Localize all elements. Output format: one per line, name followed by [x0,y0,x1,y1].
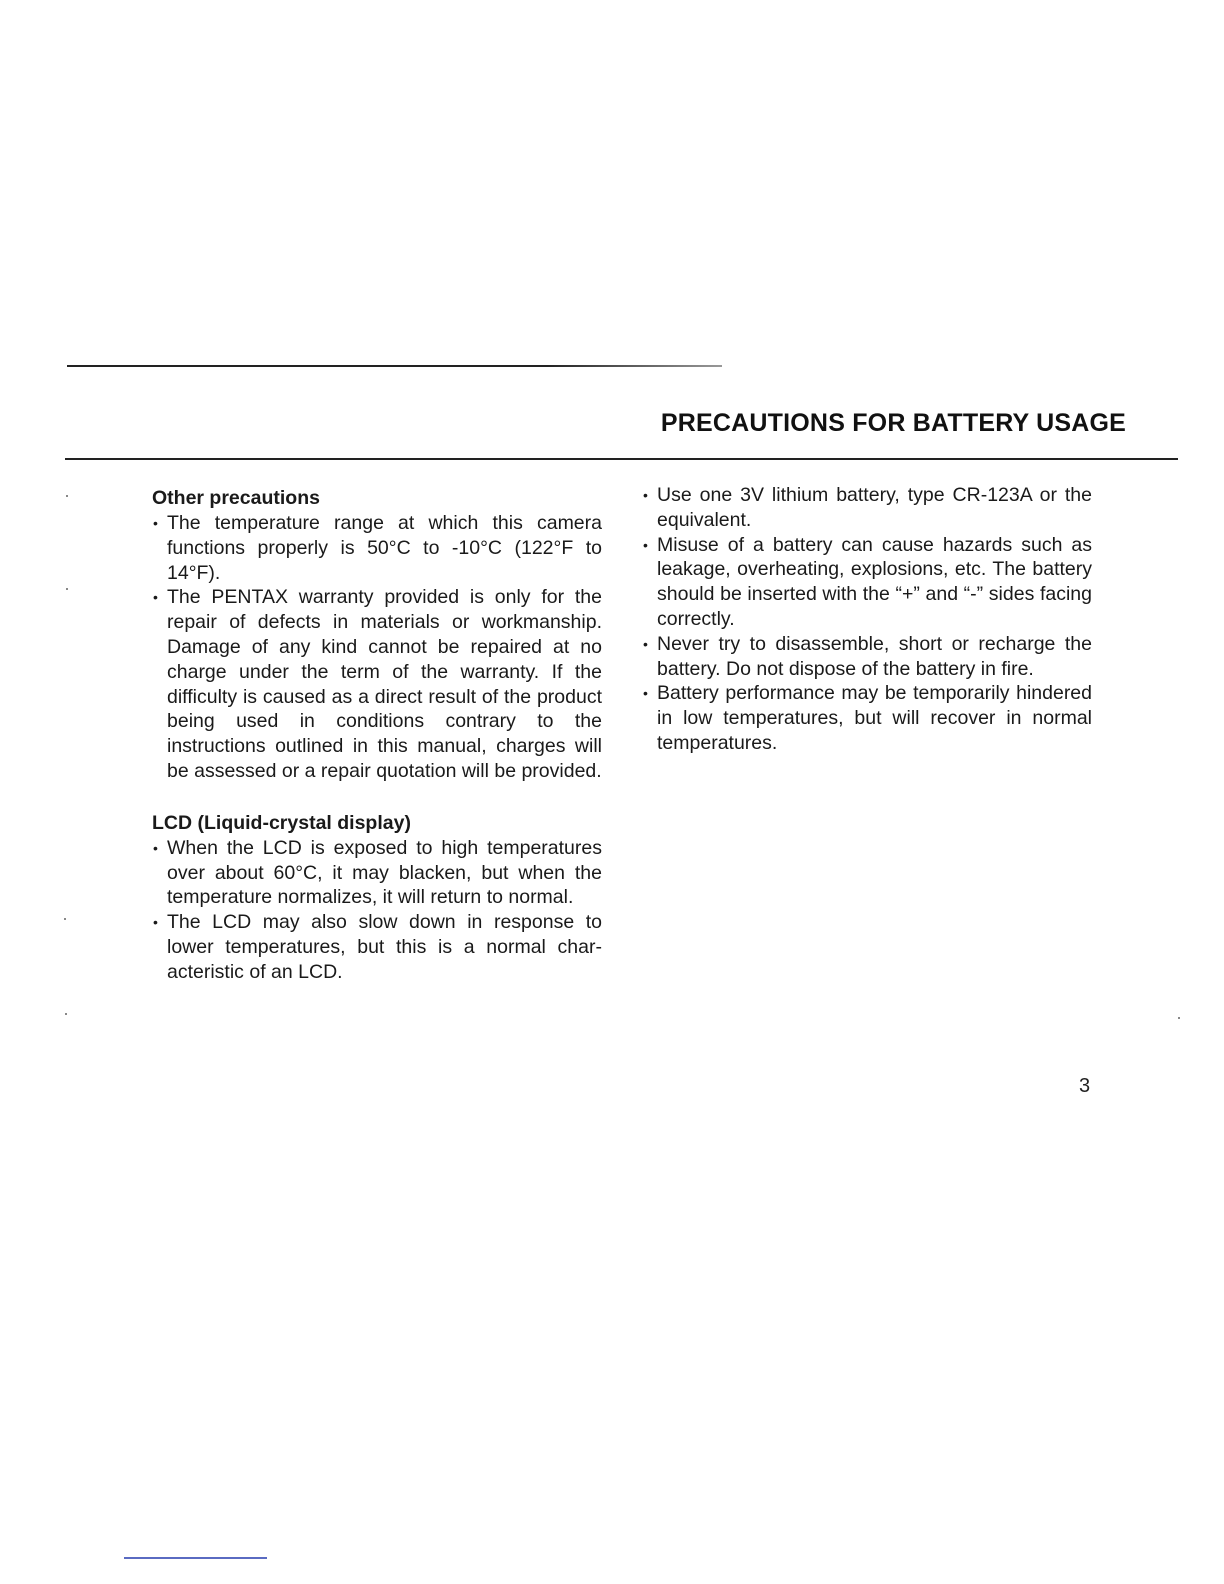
list-item: • Never try to disassemble, short or recharge the battery. Do not dispose of the battery in fire. [642,632,1092,682]
bullet-list [642,483,1092,756]
list-item: • Use one 3V lithium battery, type CR-123A or the equivalent. [642,483,1092,533]
section-other-precautions [152,485,602,784]
scan-speck [1178,1017,1180,1019]
page-number: 3 [1079,1075,1091,1097]
left-column [152,485,602,985]
bullet-list [152,511,602,784]
list-item: • Misuse of a battery can cause hazards such as leakage, overheating, explosions, etc. The battery should be inserted with the “+” and “-” sides facing correctly. [642,533,1092,632]
section-title: LCD (Liquid-crystal display) [152,811,411,834]
list-item: • Battery performance may be temporarily hindered in low temperatures, but will recover in normal temperatures. [642,681,1092,755]
scan-speck [65,1013,67,1015]
right-column [642,483,1092,756]
list-item: • When the LCD is exposed to high temperatures over about 60°C, it may blacken, but when the temperature normalizes, it will return to normal. [152,836,602,910]
scan-speck [66,588,68,590]
heading-divider [65,458,1178,460]
top-divider [67,365,722,367]
list-item: • The PENTAX warranty provided is only for the repair of defects in materials or workmanship. Damage of any kind cannot be repaired at no charge under the term of the warranty. If the difficulty is caused as a direct result of the product being used in conditions contrary to the instructions outlined in this manual, charges will be assessed or a repair quotation will be provided. [152,585,602,783]
list-item: • The LCD may also slow down in response to lower temperatures, but this is a normal characteristic of an LCD. [152,910,602,984]
bullet-list [152,836,602,985]
scan-speck [66,495,68,497]
bottom-edge-line [124,1557,267,1559]
scan-speck [64,918,66,920]
section-title: Other precautions [152,487,320,509]
list-item: • The temperature range at which this camera functions properly is 50°C to -10°C (122°F to 14°F). [152,511,602,585]
page-heading: PRECAUTIONS FOR BATTERY USAGE [660,409,1126,437]
section-lcd [152,810,602,985]
